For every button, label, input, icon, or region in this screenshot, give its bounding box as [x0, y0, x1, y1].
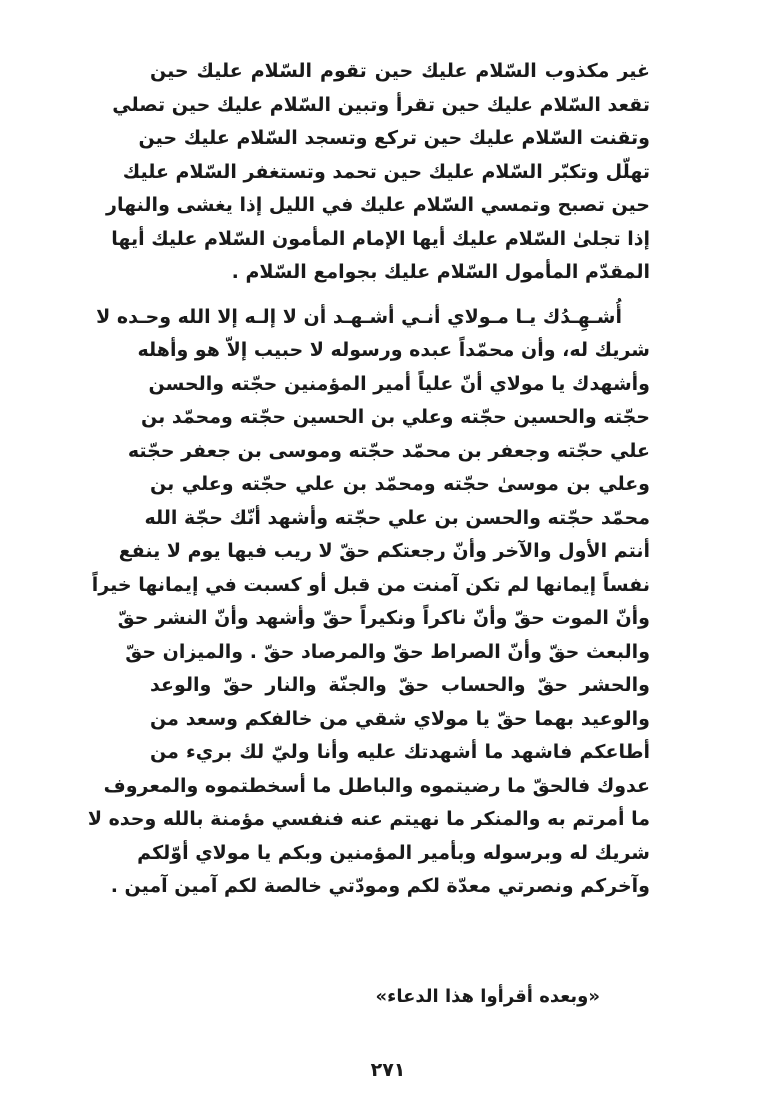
text-line: عدوك فالحقّ ما رضيتموه والباطل ما أسخطتموه والمعروف — [103, 774, 650, 797]
text-line: حجّته والحسين حجّته وعلي بن الحسين حجّته ومحمّد بن — [141, 406, 650, 428]
text-line: أُشـهِـدُك يـا مـولاي أنـي أشـهـد أن لا إلـه إلا الله وحـده لا — [96, 305, 622, 328]
text-line: المقدّم المأمول السّلام عليك بجوامع السّلام . — [231, 261, 650, 283]
text-line: ما أمرتم به والمنكر ما نهيتم عنه فنفسي مؤمنة بالله وحده لا — [87, 808, 650, 830]
text-line: غير مكذوب السّلام عليك حين تقوم السّلام عليك حين — [150, 60, 650, 82]
page-number: ٢٧١ — [370, 1059, 406, 1081]
body-text — [87, 55, 650, 904]
text-line: علي حجّته وجعفر بن محمّد حجّته وموسى بن جعفر حجّته — [127, 439, 650, 462]
text-line: محمّد حجّته والحسن بن علي حجّته وأشهد أنّك حجّة الله — [144, 506, 650, 529]
text-line: نفساً إيمانها لم تكن آمنت من قبل أو كسبت في إيمانها خيراً — [91, 573, 650, 596]
text-line: أطاعكم فاشهد ما أشهدتك عليه وأنا وليّ لك بريء من — [150, 741, 650, 763]
text-line: وأنّ الموت حقّ وأنّ ناكراً ونكيراً حقّ وأشهد وأنّ النشر حقّ — [117, 607, 650, 629]
text-line: والبعث حقّ وأنّ الصراط حقّ والمرصاد حقّ . والميزان حقّ — [125, 640, 650, 663]
text-line: والوعيد بهما حقّ يا مولاي شقي من خالفكم وسعد من — [150, 707, 650, 730]
text-line: تقعد السّلام عليك حين تقرأ وتبين السّلام عليك حين تصلي — [112, 93, 650, 116]
text-line: والحشر حقّ والحساب حقّ والجنّة والنار حقّ والوعد — [150, 674, 650, 696]
text-line: أنتم الأول والآخر وأنّ رجعتكم حقّ لا ريب فيها يوم لا ينفع — [118, 540, 650, 562]
text-line: شريك له، وأن محمّداً عبده ورسوله لا حبيب إلاّ هو وأهله — [137, 339, 650, 361]
text-line: شريك له وبرسوله وبأمير المؤمنين وبكم يا مولاي أوّلكم — [137, 841, 650, 864]
paragraph-gap — [150, 290, 650, 301]
text-line: وآخركم ونصرتي معدّة لكم ومودّتي خالصة لكم آمين آمين . — [110, 875, 650, 897]
section-heading: «وبعده أقرأوا هذا الدعاء» — [375, 986, 600, 1007]
text-line: وتقنت السّلام عليك حين تركع وتسجد السّلام عليك حين — [138, 127, 650, 149]
text-line: وأشهدك يا مولاي أنّ علياً أمير المؤمنين حجّته والحسن — [148, 372, 650, 395]
text-line: تهلّل وتكبّر السّلام عليك حين تحمد وتستغفر السّلام عليك — [122, 160, 650, 183]
text-line: إذا تجلىٰ السّلام عليك أيها الإمام المأمون السّلام عليك أيها — [111, 227, 650, 250]
text-line: وعلي بن موسىٰ حجّته ومحمّد بن علي حجّته وعلي بن — [150, 473, 650, 495]
text-line: حين تصبح وتمسي السّلام عليك في الليل إذا يغشى والنهار — [106, 194, 650, 216]
